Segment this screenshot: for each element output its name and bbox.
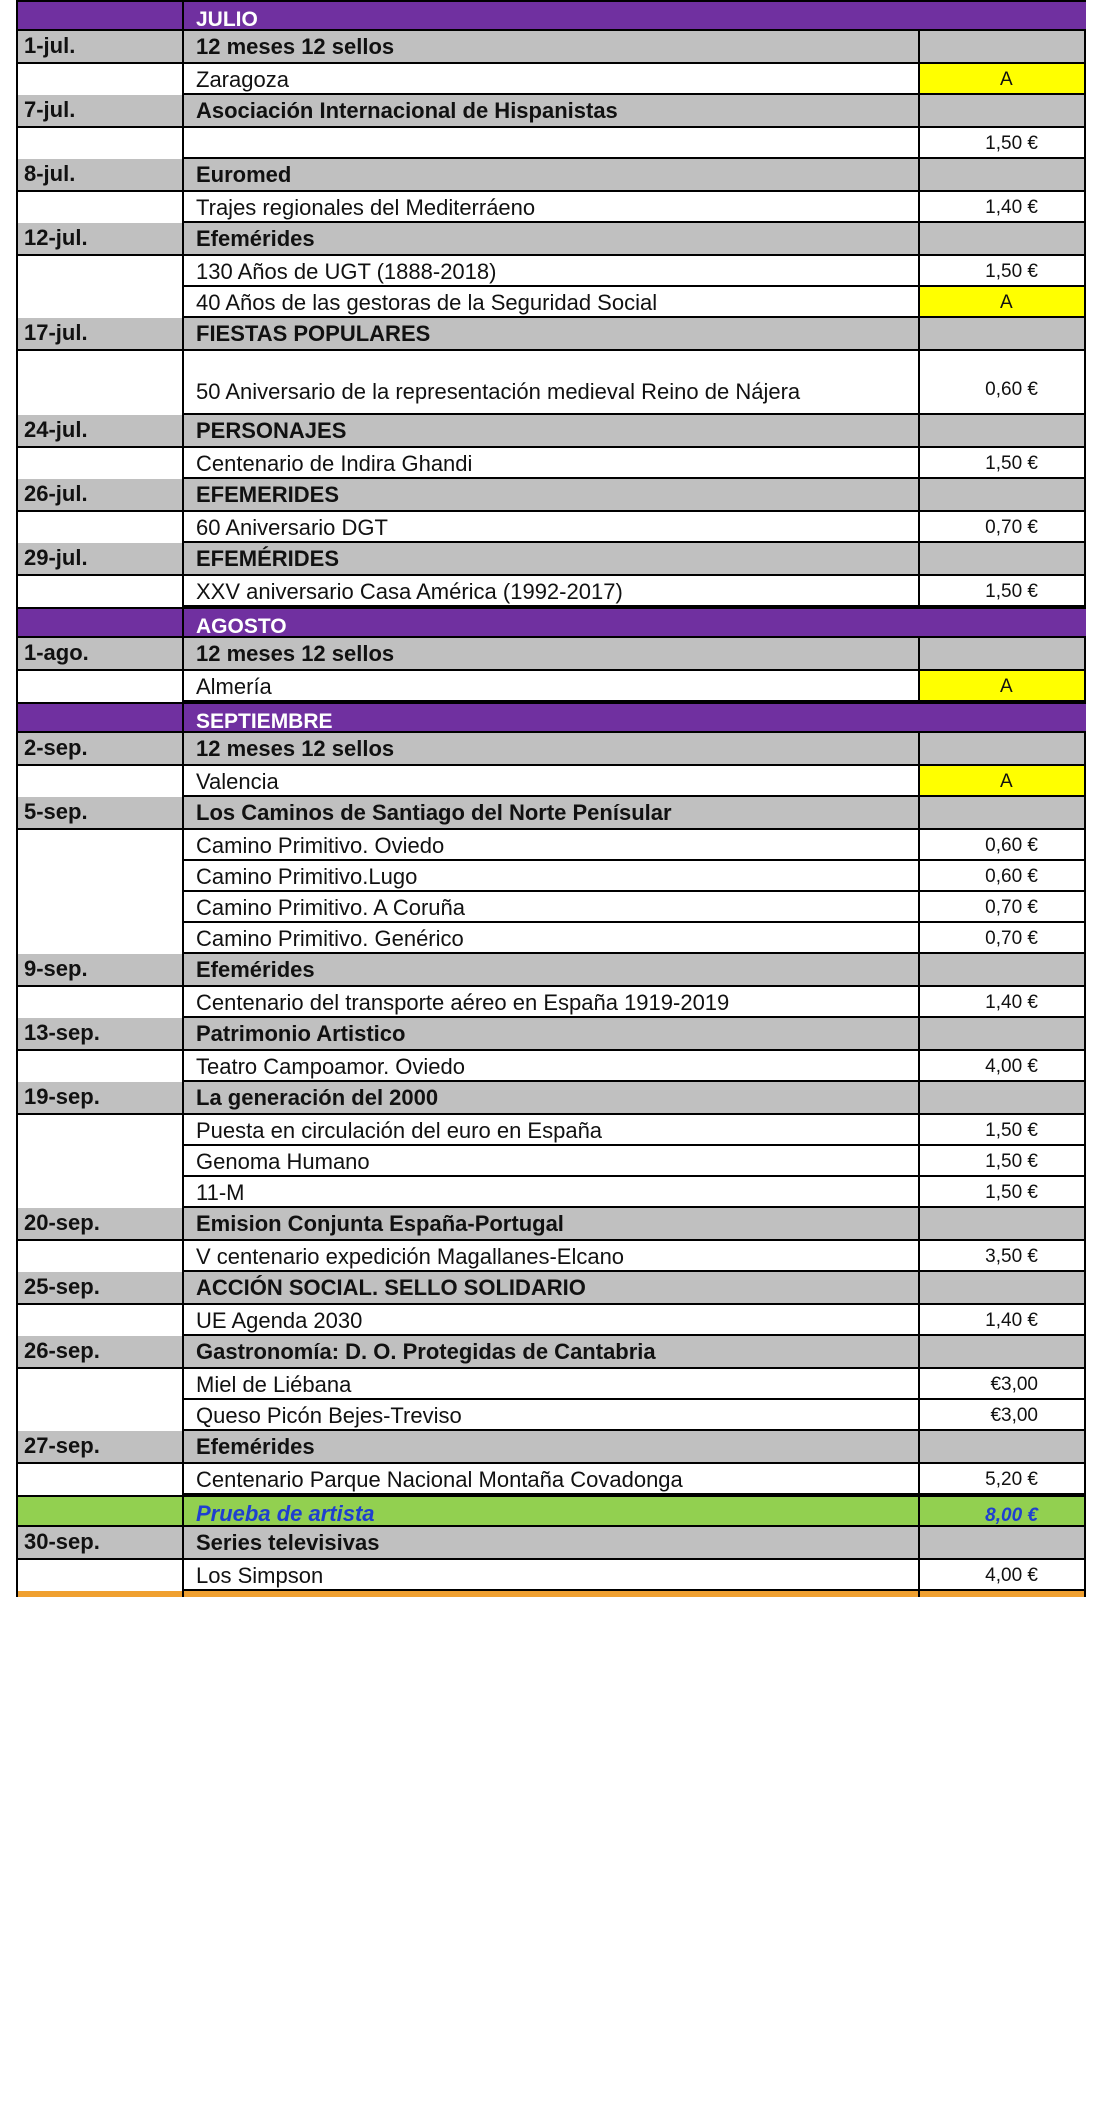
- issue-date-text: 12-jul.: [24, 225, 88, 250]
- stamp-date-cell: [16, 256, 184, 287]
- issue-title-text: Patrimonio Artistico: [196, 1021, 406, 1046]
- stamp-date-cell: [16, 576, 184, 607]
- stamp-name: [184, 576, 920, 607]
- issue-title-text: EFEMÉRIDES: [196, 546, 340, 571]
- stamp-row: [16, 1305, 1086, 1336]
- issue-title-text: FIESTAS POPULARES: [196, 321, 431, 346]
- issue-date-text: 25-sep.: [24, 1274, 100, 1299]
- stamp-name: [184, 923, 920, 954]
- stamp-name-text: Genoma Humano: [196, 1149, 370, 1174]
- stamp-price-text: 4,00 €: [985, 1056, 1038, 1077]
- stamp-price-text: 1,50 €: [985, 1120, 1038, 1141]
- stamp-price: [920, 1241, 1086, 1272]
- issue-group-row: [16, 223, 1086, 256]
- stamp-name-text: Camino Primitivo.Lugo: [196, 864, 418, 889]
- stamp-name: [184, 512, 920, 543]
- issue-group-row: [16, 638, 1086, 671]
- issue-date: [16, 479, 184, 510]
- issue-date: [16, 733, 184, 764]
- group-price-cell: [920, 543, 1086, 574]
- stamp-name-text: Zaragoza: [196, 67, 289, 92]
- issue-date-text: 2-sep.: [24, 735, 88, 760]
- issue-title-text: Efemérides: [196, 957, 315, 982]
- group-price-cell: [920, 954, 1086, 985]
- issue-date-text: 26-jul.: [24, 481, 88, 506]
- stamp-name: [184, 1146, 920, 1177]
- stamp-name-text: 40 Años de las gestoras de la Seguridad Social: [196, 290, 658, 315]
- issue-date-text: 9-sep.: [24, 956, 88, 981]
- stamp-date-cell: [16, 1305, 184, 1336]
- stamp-price: [920, 512, 1086, 543]
- stamp-price-text: 1,50 €: [985, 581, 1038, 602]
- stamp-row: [16, 1051, 1086, 1082]
- issue-date: [16, 159, 184, 190]
- stamp-price: [920, 1369, 1086, 1400]
- issue-title: [184, 159, 920, 190]
- issue-title-text: Gastronomía: D. O. Protegidas de Cantabria: [196, 1339, 656, 1364]
- issue-date: [16, 223, 184, 254]
- stamp-name-text: Valencia: [196, 769, 279, 794]
- stamp-row: [16, 671, 1086, 702]
- group-price-cell: [920, 1336, 1086, 1367]
- group-price-cell: [920, 318, 1086, 349]
- group-price-cell: [920, 1527, 1086, 1558]
- issue-date: [16, 95, 184, 126]
- stamp-row: [16, 1146, 1086, 1177]
- month-header-row: [16, 702, 1086, 733]
- month-price-cell: [920, 2, 1086, 29]
- issue-title-text: Efemérides: [196, 226, 315, 251]
- group-price-cell: [920, 31, 1086, 62]
- issue-date-text: 19-sep.: [24, 1084, 100, 1109]
- stamp-price: [920, 576, 1086, 607]
- issue-title: [184, 1208, 920, 1239]
- stamp-name: [184, 351, 920, 415]
- issue-title: [184, 479, 920, 510]
- stamp-name-text: UE Agenda 2030: [196, 1308, 363, 1333]
- stamp-date-cell: [16, 1464, 184, 1495]
- issue-date: [16, 318, 184, 349]
- stamp-price-text: A: [1000, 771, 1013, 792]
- stamp-price-text: 1,50 €: [985, 261, 1038, 282]
- stamp-price: [920, 987, 1086, 1018]
- proof-label: [184, 1497, 920, 1525]
- issue-date-text: 1-ago.: [24, 640, 89, 665]
- month-date-cell: [16, 609, 184, 636]
- stamp-price: [920, 128, 1086, 159]
- stamp-price: [920, 892, 1086, 923]
- stamp-price: [920, 192, 1086, 223]
- stamp-price: [920, 861, 1086, 892]
- stamp-row: [16, 287, 1086, 318]
- group-price-cell: [920, 415, 1086, 446]
- stamp-name-text: Trajes regionales del Mediterráeno: [196, 195, 536, 220]
- issue-date: [16, 543, 184, 574]
- issue-title-text: PERSONAJES: [196, 418, 347, 443]
- stamp-name-text: Miel de Liébana: [196, 1372, 352, 1397]
- stamp-price: [920, 64, 1086, 95]
- group-price-cell: [920, 1082, 1086, 1113]
- stamp-date-cell: [16, 892, 184, 923]
- group-price-cell: [920, 1208, 1086, 1239]
- issue-title-text: 12 meses 12 sellos: [196, 34, 395, 59]
- stamp-price-text: 0,60 €: [985, 866, 1038, 887]
- stamp-row: [16, 351, 1086, 415]
- stamp-name: [184, 287, 920, 318]
- stamp-date-cell: [16, 1400, 184, 1431]
- stamp-price: [920, 830, 1086, 861]
- issue-date-text: 20-sep.: [24, 1210, 100, 1235]
- stamp-row: [16, 987, 1086, 1018]
- issue-group-row: [16, 318, 1086, 351]
- stamp-price-text: 0,70 €: [985, 928, 1038, 949]
- stamp-row: [16, 192, 1086, 223]
- stamp-row: [16, 256, 1086, 287]
- issue-date-text: 7-jul.: [24, 97, 76, 122]
- stamp-date-cell: [16, 861, 184, 892]
- stamp-price: [920, 1400, 1086, 1431]
- stamp-price-text: 1,40 €: [985, 1310, 1038, 1331]
- stamp-price: [920, 923, 1086, 954]
- stamp-name: [184, 1369, 920, 1400]
- month-title-text: AGOSTO: [196, 615, 287, 636]
- stamp-name: [184, 1305, 920, 1336]
- stamp-price-text: 0,60 €: [985, 379, 1038, 400]
- stamp-row: [16, 448, 1086, 479]
- issue-date: [16, 797, 184, 828]
- issue-title-text: Asociación Internacional de Hispanistas: [196, 98, 618, 123]
- stamp-name: [184, 1115, 920, 1146]
- stamp-date-cell: [16, 987, 184, 1018]
- month-header-row: [16, 607, 1086, 638]
- issue-title-text: Los Caminos de Santiago del Norte Penísular: [196, 800, 672, 825]
- stamp-price-text: 1,50 €: [985, 133, 1038, 154]
- stamp-price: [920, 351, 1086, 415]
- stamp-date-cell: [16, 1241, 184, 1272]
- month-title-text: JULIO: [196, 8, 258, 29]
- stamp-date-cell: [16, 128, 184, 159]
- stamp-price-text: 1,50 €: [985, 1151, 1038, 1172]
- issue-group-row: [16, 1018, 1086, 1051]
- stamp-price-text: A: [1000, 69, 1013, 90]
- issue-title: [184, 1336, 920, 1367]
- issue-group-row: [16, 1208, 1086, 1241]
- stamp-date-cell: [16, 512, 184, 543]
- issue-group-row: [16, 543, 1086, 576]
- stamp-price-text: 5,20 €: [985, 1469, 1038, 1490]
- stamp-name: [184, 892, 920, 923]
- issue-title-text: Efemérides: [196, 1434, 315, 1459]
- issue-date: [16, 1527, 184, 1558]
- issue-group-row: [16, 479, 1086, 512]
- stamp-name: [184, 1177, 920, 1208]
- issue-title: [184, 1527, 920, 1558]
- stamp-name-text: Los Simpson: [196, 1563, 324, 1588]
- stamp-date-cell: [16, 923, 184, 954]
- stamp-name: [184, 987, 920, 1018]
- stamp-row: [16, 923, 1086, 954]
- stamp-price-text: €3,00: [990, 1405, 1038, 1426]
- issue-date: [16, 1208, 184, 1239]
- stamp-row: [16, 1177, 1086, 1208]
- stamp-row: [16, 861, 1086, 892]
- issue-date-text: 1-jul.: [24, 33, 76, 58]
- stamp-name-text: 60 Aniversario DGT: [196, 515, 388, 540]
- stamp-price-text: 1,50 €: [985, 453, 1038, 474]
- table-bottom-edge: [16, 1591, 1086, 1597]
- issue-date-text: 5-sep.: [24, 799, 88, 824]
- stamp-price: [920, 1177, 1086, 1208]
- stamp-name-text: Camino Primitivo. Genérico: [196, 926, 464, 951]
- issue-title: [184, 543, 920, 574]
- stamp-name: [184, 448, 920, 479]
- issue-title-text: EFEMERIDES: [196, 482, 340, 507]
- month-price-cell: [920, 609, 1086, 636]
- stamp-name-text: Almería: [196, 674, 272, 699]
- issue-title-text: La generación del 2000: [196, 1085, 439, 1110]
- stamp-row: [16, 128, 1086, 159]
- issue-group-row: [16, 954, 1086, 987]
- stamp-date-cell: [16, 1369, 184, 1400]
- stamp-date-cell: [16, 1051, 184, 1082]
- stamp-name-text: Centenario Parque Nacional Montaña Covadonga: [196, 1467, 683, 1492]
- issue-date-text: 8-jul.: [24, 161, 76, 186]
- issue-title: [184, 95, 920, 126]
- stamp-date-cell: [16, 766, 184, 797]
- stamp-date-cell: [16, 351, 184, 415]
- proof-label-text: Prueba de artista: [196, 1501, 375, 1525]
- stamp-name-text: V centenario expedición Magallanes-Elcano: [196, 1244, 625, 1269]
- stamp-name: [184, 128, 920, 159]
- stamp-price-text: 4,00 €: [985, 1565, 1038, 1586]
- issue-date: [16, 415, 184, 446]
- stamp-row: [16, 766, 1086, 797]
- stamp-name-text: Puesta en circulación del euro en España: [196, 1118, 603, 1143]
- issue-title: [184, 797, 920, 828]
- group-price-cell: [920, 1272, 1086, 1303]
- stamp-name: [184, 1560, 920, 1591]
- issue-group-row: [16, 415, 1086, 448]
- stamp-price: [920, 1560, 1086, 1591]
- stamp-row: [16, 1115, 1086, 1146]
- stamp-date-cell: [16, 1177, 184, 1208]
- group-price-cell: [920, 733, 1086, 764]
- month-header-row: [16, 0, 1086, 31]
- stamp-price-text: 0,70 €: [985, 897, 1038, 918]
- stamp-date-cell: [16, 830, 184, 861]
- stamp-name-text: Queso Picón Bejes-Treviso: [196, 1403, 462, 1428]
- stamp-name: [184, 192, 920, 223]
- issue-date: [16, 1082, 184, 1113]
- stamp-price: [920, 1146, 1086, 1177]
- stamp-name: [184, 256, 920, 287]
- issue-group-row: [16, 733, 1086, 766]
- issue-group-row: [16, 95, 1086, 128]
- issue-date: [16, 1272, 184, 1303]
- stamp-name: [184, 830, 920, 861]
- stamp-row: [16, 1464, 1086, 1495]
- stamp-date-cell: [16, 1115, 184, 1146]
- issue-date: [16, 1431, 184, 1462]
- stamp-price-text: 1,40 €: [985, 197, 1038, 218]
- stamp-row: [16, 1241, 1086, 1272]
- stamp-price: [920, 766, 1086, 797]
- issue-date-text: 17-jul.: [24, 320, 88, 345]
- issue-title: [184, 415, 920, 446]
- month-title-text: SEPTIEMBRE: [196, 710, 333, 731]
- stamp-price-text: 0,60 €: [985, 835, 1038, 856]
- tail-cell-1: [16, 1591, 184, 1597]
- issue-title-text: 12 meses 12 sellos: [196, 736, 395, 761]
- stamp-name: [184, 1464, 920, 1495]
- month-date-cell: [16, 704, 184, 731]
- issue-group-row: [16, 1431, 1086, 1464]
- issue-title: [184, 318, 920, 349]
- stamp-price-text: A: [1000, 292, 1013, 313]
- issue-title: [184, 638, 920, 669]
- stamp-date-cell: [16, 671, 184, 702]
- stamp-name-text: 130 Años de UGT (1888-2018): [196, 259, 497, 284]
- issue-title-text: Series televisivas: [196, 1530, 380, 1555]
- stamp-name-text: Centenario de Indira Ghandi: [196, 451, 473, 476]
- issue-title: [184, 31, 920, 62]
- stamp-price-text: €3,00: [990, 1374, 1038, 1395]
- group-price-cell: [920, 797, 1086, 828]
- issue-date: [16, 1018, 184, 1049]
- stamp-date-cell: [16, 192, 184, 223]
- month-title: [184, 704, 920, 731]
- stamp-price: [920, 256, 1086, 287]
- stamp-name-text: XXV aniversario Casa América (1992-2017): [196, 579, 623, 604]
- stamp-price-text: 3,50 €: [985, 1246, 1038, 1267]
- stamp-price: [920, 287, 1086, 318]
- proof-price: [920, 1497, 1086, 1525]
- stamp-date-cell: [16, 1146, 184, 1177]
- group-price-cell: [920, 95, 1086, 126]
- stamp-price: [920, 1464, 1086, 1495]
- stamp-name-text: Camino Primitivo. A Coruña: [196, 895, 465, 920]
- stamp-price-text: A: [1000, 676, 1013, 697]
- issue-title-text: Emision Conjunta España-Portugal: [196, 1211, 564, 1236]
- issue-date: [16, 954, 184, 985]
- stamp-price: [920, 448, 1086, 479]
- issue-group-row: [16, 31, 1086, 64]
- month-date-cell: [16, 2, 184, 29]
- issue-date: [16, 1336, 184, 1367]
- issue-date-text: 24-jul.: [24, 417, 88, 442]
- group-price-cell: [920, 159, 1086, 190]
- stamp-row: [16, 64, 1086, 95]
- stamp-name: [184, 671, 920, 702]
- stamp-name: [184, 766, 920, 797]
- stamp-row: [16, 830, 1086, 861]
- stamp-name-text: Centenario del transporte aéreo en España 1919-2019: [196, 990, 730, 1015]
- group-price-cell: [920, 1431, 1086, 1462]
- issue-title: [184, 223, 920, 254]
- stamp-row: [16, 1400, 1086, 1431]
- stamp-row: [16, 1560, 1086, 1591]
- stamp-name: [184, 1051, 920, 1082]
- stamp-price: [920, 1305, 1086, 1336]
- stamp-name: [184, 64, 920, 95]
- issue-date-text: 13-sep.: [24, 1020, 100, 1045]
- stamp-name-text: Camino Primitivo. Oviedo: [196, 833, 445, 858]
- issue-title: [184, 1431, 920, 1462]
- issue-date: [16, 638, 184, 669]
- tail-cell-2: [184, 1591, 920, 1597]
- stamp-name-text: Teatro Campoamor. Oviedo: [196, 1054, 466, 1079]
- stamp-row: [16, 512, 1086, 543]
- stamp-name: [184, 861, 920, 892]
- issue-title: [184, 733, 920, 764]
- month-title: [184, 2, 920, 29]
- stamp-date-cell: [16, 64, 184, 95]
- issue-date: [16, 31, 184, 62]
- issue-group-row: [16, 159, 1086, 192]
- issue-title: [184, 1272, 920, 1303]
- issue-title: [184, 954, 920, 985]
- issue-group-row: [16, 1527, 1086, 1560]
- stamp-calendar-table: [16, 0, 1086, 1597]
- stamp-row: [16, 1369, 1086, 1400]
- group-price-cell: [920, 223, 1086, 254]
- issue-title: [184, 1082, 920, 1113]
- stamp-name-text: 50 Aniversario de la representación medieval Reino de Nájera: [196, 379, 801, 404]
- stamp-name: [184, 1400, 920, 1431]
- stamp-row: [16, 576, 1086, 607]
- stamp-price: [920, 671, 1086, 702]
- stamp-name: [184, 1241, 920, 1272]
- stamp-price-text: 1,40 €: [985, 992, 1038, 1013]
- stamp-date-cell: [16, 287, 184, 318]
- issue-title-text: Euromed: [196, 162, 292, 187]
- issue-title: [184, 1018, 920, 1049]
- tail-cell-3: [920, 1591, 1086, 1597]
- group-price-cell: [920, 1018, 1086, 1049]
- stamp-row: [16, 892, 1086, 923]
- group-price-cell: [920, 479, 1086, 510]
- stamp-date-cell: [16, 1560, 184, 1591]
- issue-group-row: [16, 1082, 1086, 1115]
- issue-title-text: 12 meses 12 sellos: [196, 641, 395, 666]
- issue-date-text: 29-jul.: [24, 545, 88, 570]
- issue-group-row: [16, 1272, 1086, 1305]
- stamp-price-text: 1,50 €: [985, 1182, 1038, 1203]
- month-price-cell: [920, 704, 1086, 731]
- stamp-date-cell: [16, 448, 184, 479]
- proof-price-text: 8,00 €: [985, 1505, 1038, 1525]
- issue-date-text: 27-sep.: [24, 1433, 100, 1458]
- proof-date-cell: [16, 1497, 184, 1525]
- stamp-name-text: 11-M: [196, 1180, 245, 1205]
- issue-date-text: 26-sep.: [24, 1338, 100, 1363]
- issue-title-text: ACCIÓN SOCIAL. SELLO SOLIDARIO: [196, 1275, 586, 1300]
- artist-proof-row: [16, 1495, 1086, 1527]
- issue-date-text: 30-sep.: [24, 1529, 100, 1554]
- stamp-price: [920, 1115, 1086, 1146]
- month-title: [184, 609, 920, 636]
- issue-group-row: [16, 797, 1086, 830]
- stamp-price-text: 0,70 €: [985, 517, 1038, 538]
- stamp-price: [920, 1051, 1086, 1082]
- issue-group-row: [16, 1336, 1086, 1369]
- group-price-cell: [920, 638, 1086, 669]
